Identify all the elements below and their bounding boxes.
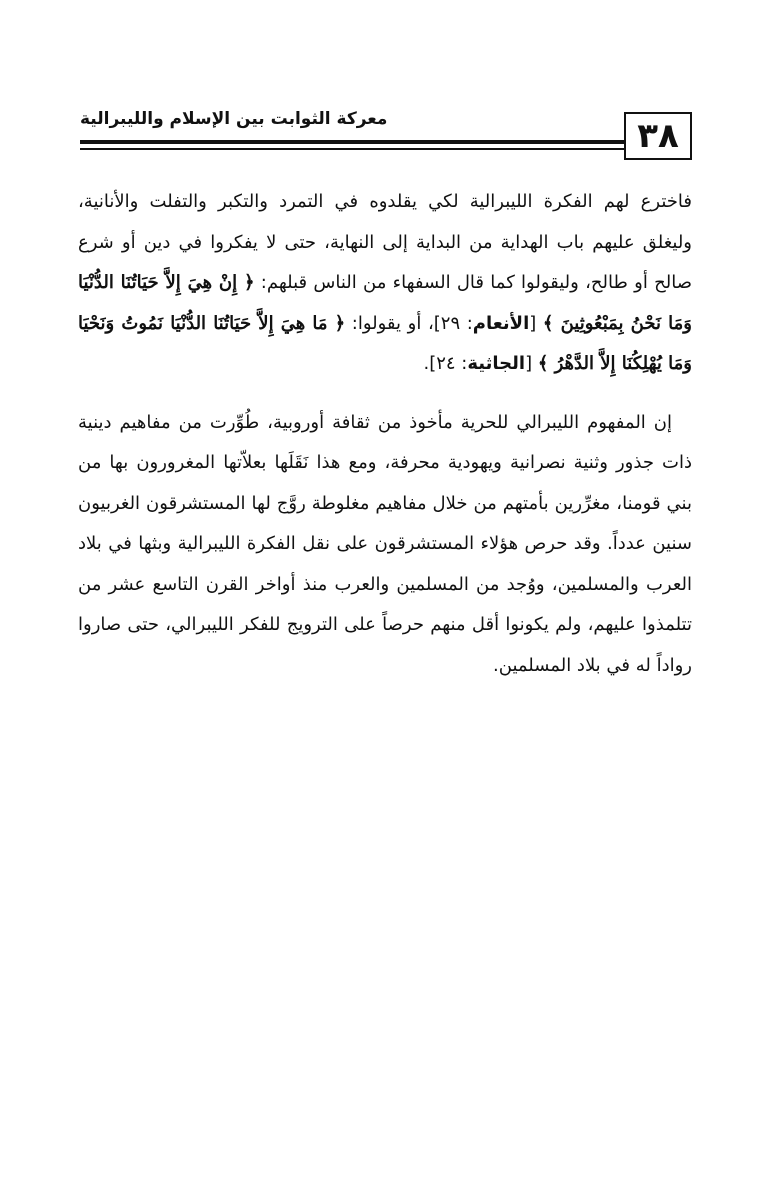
text-segment: فاخترع لهم الفكرة الليبرالية لكي يقلدوه في التمرد والتكبر والتفلت والأنانية، وليغلق عليهم باب الهداية من البداية إلى النهاية، حتى لا يفكروا في دين أو شرع صالح أو طالح، وليقولوا كما قال السفهاء من الناس قبلهم: [78, 191, 692, 293]
paragraph-2 [78, 403, 692, 687]
text-segment: : ٢٤]. [423, 353, 468, 374]
header-rule-thin [80, 148, 626, 150]
quran-verse: ﴿ مَا هِيَ إِلاَّ حَيَاتُنَا الدُّنْيَا نَمُوتُ وَنَحْيَا وَمَا يُهْلِكُنَا إِلاَّ الدَّهْرُ ﴾ [78, 312, 692, 374]
surah-reference: الأنعام [472, 312, 530, 334]
running-title: معركة الثوابت بين الإسلام والليبرالية [80, 109, 388, 129]
body-text [78, 182, 692, 686]
page-number: ٣٨ [637, 116, 679, 156]
text-segment: إن المفهوم الليبرالي للحرية مأخوذ من ثقافة أوروبية، طُوِّرت من مفاهيم دينية ذات جذور وثنية نصرانية ويهودية محرفة، ومع هذا نَقَلَها بعلاّتها المغرورون بها من بني قومنا، مغرِّرين بأمتهم من خلال مفاهيم مغلوطة روَّج لها المستشرقون الغربيون سنين عدداً. وقد حرص هؤلاء المستشرقون على نقل الفكرة الليبرالية وبثها في بلاد العرب والمسلمين، ووُجد من المسلمين والعرب منذ أواخر القرن التاسع عشر من تتلمذوا عليهم، ولم يكونوا أقل منهم حرصاً على الترويج للفكر الليبرالي، حتى صاروا رواداً له في بلاد المسلمين. [78, 411, 692, 676]
text-segment: : ٢٩]، أو يقولوا: [345, 312, 473, 334]
paragraph-1 [78, 182, 692, 385]
page-number-box [624, 112, 692, 160]
text-segment: [ [529, 312, 543, 334]
quran-verse: ﴿ إِنْ هِيَ إِلاَّ حَيَاتُنَا الدُّنْيَا وَمَا نَحْنُ بِمَبْعُوثِينَ ﴾ [78, 272, 692, 334]
text-segment: [ [525, 353, 538, 374]
surah-reference: الجاثية [467, 353, 526, 374]
header-rule-thick [80, 140, 626, 144]
page-header [80, 104, 692, 164]
